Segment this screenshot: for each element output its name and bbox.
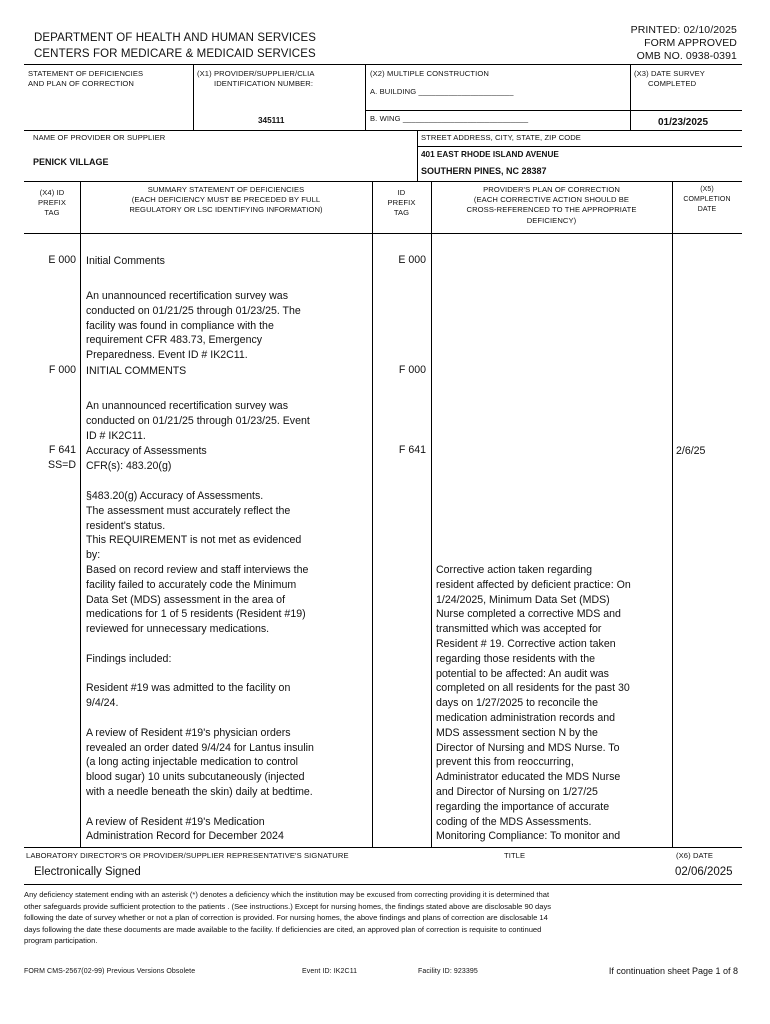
date-label: (X6) DATE (676, 851, 714, 860)
statement-label-2: AND PLAN OF CORRECTION (28, 79, 134, 88)
rule (365, 64, 366, 130)
e000-title: Initial Comments (86, 255, 165, 267)
plan-header: PROVIDER'S PLAN OF CORRECTION (483, 185, 620, 194)
e000-prefix-tag: E 000 (48, 254, 76, 266)
signature-value: Electronically Signed (34, 866, 141, 878)
wing-label: B. WING _____________________________ (370, 114, 529, 123)
e000-id-tag: E 000 (398, 254, 426, 266)
f641-completion-date: 2/6/25 (676, 445, 706, 457)
e000-comment: An unannounced recertification survey was conducted on 01/21/25 through 01/23/25. The facility was found in compliance with the requirement CFR 483.73, Emergency Preparedness. Event ID # IK2C11. (86, 290, 301, 362)
id-header-2: PREFIX (387, 198, 416, 207)
disclaimer: Any deficiency statement ending with an asterisk (*) denotes a deficiency which the institution may be excused from correcting providing it is determined that other safeguards provide sufficient protection to the patients . (See instructions.) Except for nursing homes, the findings stated above are disclosable 90 days following the date of survey whether or not a plan of correction is provided. For nursing homes, the above findings and plans of correction are disclosable 14 days following the date these documents are made available to the facility. If deficiencies are cited, an approved plan of correction is requisite to continued program participation. (24, 890, 552, 946)
form-approved: FORM APPROVED (644, 37, 737, 49)
x4-header-3: TAG (44, 208, 60, 217)
printed-date: PRINTED: 02/10/2025 (630, 24, 737, 36)
survey-completed-date: 01/23/2025 (658, 117, 709, 128)
department-title: DEPARTMENT OF HEALTH AND HUMAN SERVICES (34, 32, 317, 44)
omb-number: OMB NO. 0938-0391 (636, 50, 737, 62)
f641-scope-severity: SS=D (48, 459, 76, 471)
facility-id: Facility ID: 923395 (418, 968, 478, 975)
rule (417, 146, 742, 147)
id-header-3: TAG (393, 208, 410, 217)
rule (193, 64, 194, 130)
rule (24, 884, 742, 885)
provider-name-label: NAME OF PROVIDER OR SUPPLIER (33, 133, 166, 142)
street-address: 401 EAST RHODE ISLAND AVENUE (421, 150, 559, 159)
rule (672, 181, 673, 847)
plan-header-2: (EACH CORRECTIVE ACTION SHOULD BE (473, 195, 630, 204)
x4-header-2: PREFIX (37, 198, 67, 207)
title-label: TITLE (504, 851, 526, 860)
id-header: ID (397, 188, 406, 197)
f000-comment: An unannounced recertification survey was conducted on 01/21/25 through 01/23/25. Event ID # IK2C11. (86, 400, 310, 442)
rule (630, 64, 631, 130)
f641-title: Accuracy of Assessments (86, 445, 207, 457)
f641-id-tag: F 641 (398, 444, 426, 456)
f000-prefix-tag: F 000 (48, 364, 76, 376)
rule (365, 110, 742, 111)
summary-header: SUMMARY STATEMENT OF DEFICIENCIES (147, 185, 305, 194)
x3-label-2: COMPLETED (648, 79, 697, 88)
event-id: Event ID: IK2C11 (302, 968, 358, 975)
x5-header-3: DATE (697, 206, 717, 213)
rule (80, 181, 81, 847)
rule (431, 181, 432, 847)
x1-label: (X1) PROVIDER/SUPPLIER/CLIA (197, 69, 315, 78)
address-label: STREET ADDRESS, CITY, STATE, ZIP CODE (421, 133, 581, 142)
f000-id-tag: F 000 (398, 364, 426, 376)
plan-header-4: DEFICIENCY) (526, 216, 577, 225)
building-label: A. BUILDING ______________________ (370, 87, 514, 96)
f641-prefix-tag: F 641 (48, 444, 76, 456)
f641-plan-of-correction: Corrective action taken regarding resident affected by deficient practice: On 1/24/2025, Minimum Data Set (MDS) Nurse completed a corrective MDS and transmitted which was accepted for Resident # 19. Corrective action taken regarding those residents with the potential to be affected: An audit was completed on all residents for the past 30 days on 1/27/2025 to reconcile the medication administration records and MDS assessment section N by the Director of Nursing and MDS Nurse. To prevent this from reoccurring, Administrator educated the MDS Nurse and Director of Nursing on 1/27/25 regarding the importance of accurate coding of the MDS Assessments. Monitoring Compliance: To monitor and (436, 564, 631, 843)
statement-label: STATEMENT OF DEFICIENCIES (28, 69, 144, 78)
f641-cfr: CFR(s): 483.20(g) (86, 460, 172, 472)
rule (24, 64, 742, 65)
signature-date: 02/06/2025 (675, 866, 733, 878)
provider-name: PENICK VILLAGE (33, 157, 109, 167)
agency-title: CENTERS FOR MEDICARE & MEDICAID SERVICES (34, 48, 316, 60)
signature-label: LABORATORY DIRECTOR'S OR PROVIDER/SUPPLIER REPRESENTATIVE'S SIGNATURE (26, 851, 349, 860)
rule (417, 130, 418, 181)
provider-id: 345111 (258, 116, 285, 125)
f641-deficiency-text: §483.20(g) Accuracy of Assessments. The assessment must accurately reflect the resident's status. This REQUIREMENT is not met as evidenced by: Based on record review and staff interviews the facility failed to accurately code the Minimum Data Set (MDS) assessment in the area of medications for 1 of 5 residents (Resident #19) reviewed for unnecessary medications. Findings included: Resident #19 was admitted to the facility on 9/4/24. A review of Resident #19's physician orders revealed an order dated 9/4/24 for Lantus insulin (a long acting injectable medication to control blood sugar) 10 units subcutaneously (injected with a needle beneath the skin) daily at bedtime. A review of Resident #19's Medication Administration Record for December 2024 (86, 490, 314, 843)
x4-header: (X4) ID (39, 188, 65, 197)
city-state-zip: SOUTHERN PINES, NC 28387 (421, 166, 547, 176)
rule (372, 181, 373, 847)
summary-header-3: REGULATORY OR LSC IDENTIFYING INFORMATION) (129, 205, 323, 214)
page-number: If continuation sheet Page 1 of 8 (608, 966, 738, 976)
f000-title: INITIAL COMMENTS (86, 365, 187, 377)
x5-header-2: COMPLETION (683, 196, 731, 203)
rule (24, 130, 742, 131)
x2-label: (X2) MULTIPLE CONSTRUCTION (370, 69, 489, 78)
summary-header-2: (EACH DEFICIENCY MUST BE PRECEDED BY FULL (131, 195, 321, 204)
plan-header-3: CROSS-REFERENCED TO THE APPROPRIATE (466, 205, 637, 214)
x5-header: (X5) (700, 186, 714, 193)
x3-label: (X3) DATE SURVEY (634, 69, 705, 78)
x1-label-2: IDENTIFICATION NUMBER: (214, 79, 314, 88)
rule (24, 181, 742, 182)
form-number: FORM CMS-2567(02-99) Previous Versions Obsolete (24, 968, 196, 975)
rule (24, 233, 742, 234)
rule (24, 847, 742, 848)
